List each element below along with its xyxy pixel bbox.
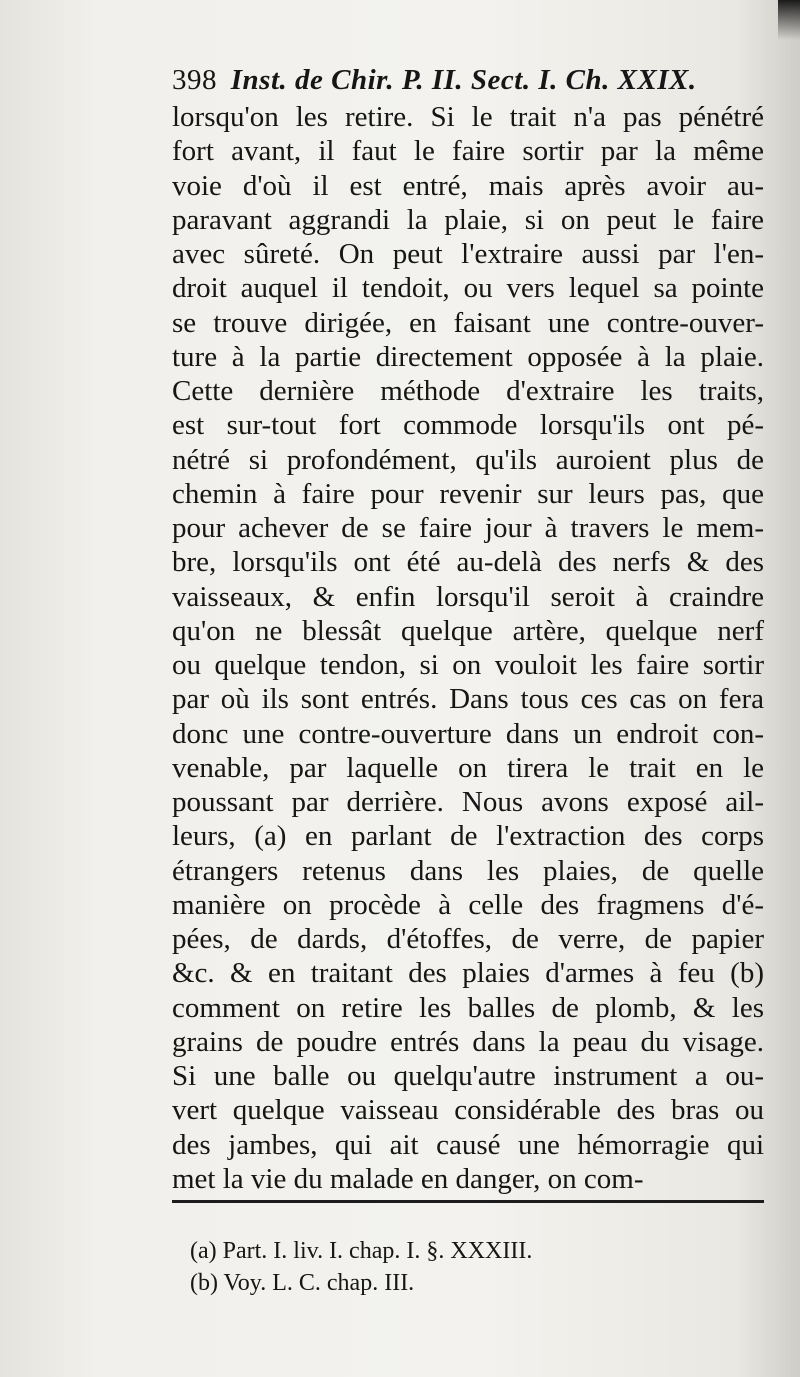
text-line: pées, de dards, d'étoffes, de verre, de papier: [172, 923, 764, 955]
text-line: qu'on ne blessât quelque artère, quelque nerf: [172, 614, 764, 647]
text-line: se trouve dirigée, en faisant une contre-ouver-: [172, 306, 764, 339]
text-line: avec sûreté. On peut l'extraire aussi par l'en-: [172, 238, 764, 270]
text-line: Si une balle ou quelqu'autre instrument a ou-: [172, 1060, 764, 1092]
page-number: 398: [172, 64, 217, 96]
text-line: vaisseaux, & enfin lorsqu'il seroit à craindre: [172, 580, 764, 613]
footnote: (b) Voy. L. C. chap. III.: [190, 1270, 415, 1296]
text-line: poussant par derrière. Nous avons exposé ail-: [172, 786, 764, 818]
text-line: lorsqu'on les retire. Si le trait n'a pas pénétré: [172, 101, 764, 133]
running-header: [172, 64, 772, 97]
text-line: étrangers retenus dans les plaies, de quelle: [172, 854, 764, 887]
text-line: grains de poudre entrés dans la peau du visage.: [172, 1025, 764, 1058]
text-line: nétré si profondément, qu'ils auroient plus de: [172, 443, 764, 476]
running-title: Inst. de Chir. P. II. Sect. I. Ch. XXIX.: [230, 64, 697, 96]
text-line: leurs, (a) en parlant de l'extraction des corps: [172, 820, 764, 853]
text-line: Cette dernière méthode d'extraire les traits,: [172, 375, 764, 407]
body-text: [172, 100, 764, 1196]
text-line: bre, lorsqu'ils ont été au-delà des nerfs & des: [172, 546, 764, 579]
text-line: pour achever de se faire jour à travers le mem-: [172, 512, 764, 544]
text-line: donc une contre-ouverture dans un endroit con-: [172, 717, 764, 750]
text-line: paravant aggrandi la plaie, si on peut le faire: [172, 203, 764, 236]
footnote: (a) Part. I. liv. I. chap. I. §. XXXIII.: [190, 1238, 533, 1264]
text-line: des jambes, qui ait causé une hémorragie qui: [172, 1128, 764, 1161]
text-line: droit auquel il tendoit, ou vers lequel sa pointe: [172, 272, 764, 305]
text-line: fort avant, il faut le faire sortir par la même: [172, 135, 764, 168]
text-line: vert quelque vaisseau considérable des bras ou: [172, 1094, 764, 1127]
text-line: est sur-tout fort commode lorsqu'ils ont pé-: [172, 409, 764, 442]
text-line: venable, par laquelle on tirera le trait en le: [172, 751, 764, 784]
footnotes: [190, 1235, 750, 1299]
text-line: chemin à faire pour revenir sur leurs pas, que: [172, 477, 764, 510]
text-line: comment on retire les balles de plomb, & les: [172, 991, 764, 1024]
text-line: ture à la partie directement opposée à la plaie.: [172, 340, 764, 373]
text-line: met la vie du malade en danger, on com-: [172, 1162, 644, 1195]
text-line: ou quelque tendon, si on vouloit les faire sortir: [172, 649, 764, 681]
footnote-rule: [172, 1200, 764, 1203]
text-line: manière on procède à celle des fragmens d'é-: [172, 888, 764, 921]
text-line: &c. & en traitant des plaies d'armes à feu (b): [172, 957, 764, 990]
page-spine-shadow: [778, 0, 800, 40]
text-line: voie d'où il est entré, mais après avoir au-: [172, 169, 764, 202]
text-line: par où ils sont entrés. Dans tous ces cas on fera: [172, 683, 764, 716]
